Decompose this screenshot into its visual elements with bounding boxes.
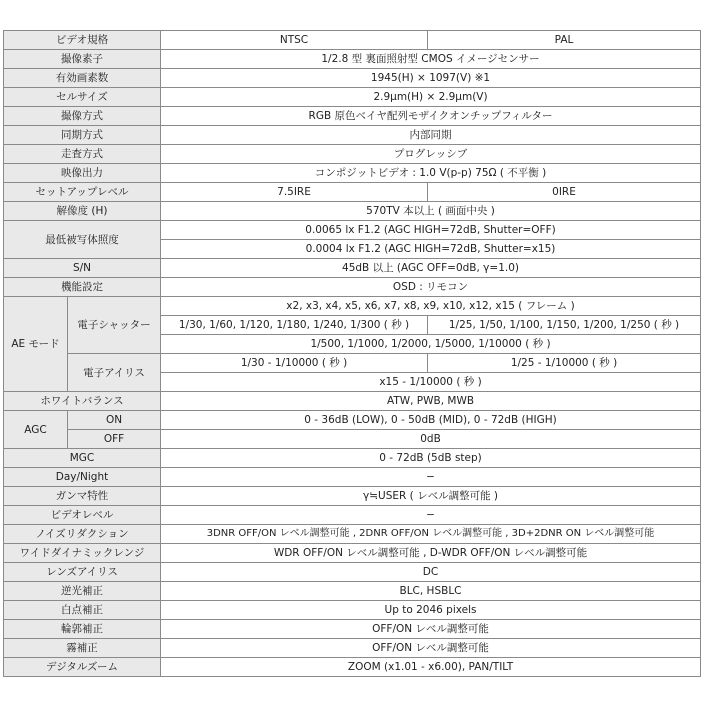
row-video-output <box>4 164 701 183</box>
row-defog <box>4 639 701 658</box>
row-effective-pixels <box>4 69 701 88</box>
label-electronic-shutter: 電子シャッター <box>68 297 161 354</box>
row-ae-shutter-1 <box>4 297 701 316</box>
label-sn: S/N <box>4 259 161 278</box>
value-sync-method: 内部同期 <box>161 126 701 145</box>
row-sync-method <box>4 126 701 145</box>
label-agc-off: OFF <box>68 430 161 449</box>
value-sn: 45dB 以上 (AGC OFF=0dB, γ=1.0) <box>161 259 701 278</box>
value-lens-iris: DC <box>161 563 701 582</box>
label-ae-mode: AE モード <box>4 297 68 392</box>
value-noise-reduction: 3DNR OFF/ON レベル調整可能 , 2DNR OFF/ON レベル調整可能 , 3D+2DNR ON レベル調整可能 <box>161 525 701 544</box>
row-white-balance <box>4 392 701 411</box>
label-backlight: 逆光補正 <box>4 582 161 601</box>
value-day-night: − <box>161 468 701 487</box>
row-sn <box>4 259 701 278</box>
value-scan-method: プログレッシブ <box>161 145 701 164</box>
label-agc: AGC <box>4 411 68 449</box>
value-iris-pal: 1/25 - 1/10000 ( 秒 ) <box>428 354 701 373</box>
value-shutter-pal: 1/25, 1/50, 1/100, 1/150, 1/200, 1/250 ( 秒 ) <box>428 316 701 335</box>
value-min-illumination-1: 0.0065 lx F1.2 (AGC HIGH=72dB, Shutter=OFF) <box>161 221 701 240</box>
row-video-level <box>4 506 701 525</box>
row-mgc <box>4 449 701 468</box>
value-wdr: WDR OFF/ON レベル調整可能 , D-WDR OFF/ON レベル調整可能 <box>161 544 701 563</box>
label-scan-method: 走査方式 <box>4 145 161 164</box>
label-setup-level: セットアップレベル <box>4 183 161 202</box>
value-edge: OFF/ON レベル調整可能 <box>161 620 701 639</box>
label-electronic-iris: 電子アイリス <box>68 354 161 392</box>
row-wdr <box>4 544 701 563</box>
value-effective-pixels: 1945(H) × 1097(V) ※1 <box>161 69 701 88</box>
value-digital-zoom: ZOOM (x1.01 - x6.00), PAN/TILT <box>161 658 701 677</box>
label-gamma: ガンマ特性 <box>4 487 161 506</box>
row-function-setting <box>4 278 701 297</box>
label-cell-size: セルサイズ <box>4 88 161 107</box>
label-agc-on: ON <box>68 411 161 430</box>
value-resolution: 570TV 本以上 ( 画面中央 ) <box>161 202 701 221</box>
label-wdr: ワイドダイナミックレンジ <box>4 544 161 563</box>
row-scan-method <box>4 145 701 164</box>
value-mgc: 0 - 72dB (5dB step) <box>161 449 701 468</box>
value-backlight: BLC, HSBLC <box>161 582 701 601</box>
label-imaging-method: 撮像方式 <box>4 107 161 126</box>
row-agc-on <box>4 411 701 430</box>
value-setup-level-pal: 0IRE <box>428 183 701 202</box>
row-lens-iris <box>4 563 701 582</box>
label-sync-method: 同期方式 <box>4 126 161 145</box>
value-agc-on: 0 - 36dB (LOW), 0 - 50dB (MID), 0 - 72dB (HIGH) <box>161 411 701 430</box>
value-video-output: コンポジットビデオ : 1.0 V(p-p) 75Ω ( 不平衡 ) <box>161 164 701 183</box>
value-shutter-frames: x2, x3, x4, x5, x6, x7, x8, x9, x10, x12, x15 ( フレーム ) <box>161 297 701 316</box>
label-edge: 輪郭補正 <box>4 620 161 639</box>
value-setup-level-ntsc: 7.5IRE <box>161 183 428 202</box>
label-noise-reduction: ノイズリダクション <box>4 525 161 544</box>
value-iris-ntsc: 1/30 - 1/10000 ( 秒 ) <box>161 354 428 373</box>
value-shutter-ntsc: 1/30, 1/60, 1/120, 1/180, 1/240, 1/300 ( 秒 ) <box>161 316 428 335</box>
row-video-standard <box>4 31 701 50</box>
value-cell-size: 2.9μm(H) × 2.9μm(V) <box>161 88 701 107</box>
label-white-spot: 白点補正 <box>4 601 161 620</box>
label-video-standard: ビデオ規格 <box>4 31 161 50</box>
value-function-setting: OSD : リモコン <box>161 278 701 297</box>
row-day-night <box>4 468 701 487</box>
label-function-setting: 機能設定 <box>4 278 161 297</box>
label-white-balance: ホワイトバランス <box>4 392 161 411</box>
row-agc-off <box>4 430 701 449</box>
row-white-spot <box>4 601 701 620</box>
value-imaging-method: RGB 原色ベイヤ配列モザイクオンチップフィルター <box>161 107 701 126</box>
row-imaging-method <box>4 107 701 126</box>
row-resolution <box>4 202 701 221</box>
label-defog: 霧補正 <box>4 639 161 658</box>
row-image-sensor <box>4 50 701 69</box>
row-digital-zoom <box>4 658 701 677</box>
value-white-spot: Up to 2046 pixels <box>161 601 701 620</box>
label-resolution: 解像度 (H) <box>4 202 161 221</box>
value-video-level: − <box>161 506 701 525</box>
row-backlight <box>4 582 701 601</box>
value-white-balance: ATW, PWB, MWB <box>161 392 701 411</box>
label-video-level: ビデオレベル <box>4 506 161 525</box>
value-min-illumination-2: 0.0004 lx F1.2 (AGC HIGH=72dB, Shutter=x15) <box>161 240 701 259</box>
row-cell-size <box>4 88 701 107</box>
value-pal: PAL <box>428 31 701 50</box>
label-image-sensor: 撮像素子 <box>4 50 161 69</box>
spec-table <box>3 30 701 677</box>
label-day-night: Day/Night <box>4 468 161 487</box>
label-video-output: 映像出力 <box>4 164 161 183</box>
label-digital-zoom: デジタルズーム <box>4 658 161 677</box>
label-effective-pixels: 有効画素数 <box>4 69 161 88</box>
row-min-illumination-1 <box>4 221 701 240</box>
value-shutter-common: 1/500, 1/1000, 1/2000, 1/5000, 1/10000 ( 秒 ) <box>161 335 701 354</box>
value-defog: OFF/ON レベル調整可能 <box>161 639 701 658</box>
row-ae-iris-1 <box>4 354 701 373</box>
value-agc-off: 0dB <box>161 430 701 449</box>
value-gamma: γ≒USER ( レベル調整可能 ) <box>161 487 701 506</box>
row-edge <box>4 620 701 639</box>
row-noise-reduction <box>4 525 701 544</box>
label-lens-iris: レンズアイリス <box>4 563 161 582</box>
row-setup-level <box>4 183 701 202</box>
label-min-illumination: 最低被写体照度 <box>4 221 161 259</box>
label-mgc: MGC <box>4 449 161 468</box>
value-iris-common: x15 - 1/10000 ( 秒 ) <box>161 373 701 392</box>
row-gamma <box>4 487 701 506</box>
value-ntsc: NTSC <box>161 31 428 50</box>
value-image-sensor: 1/2.8 型 裏面照射型 CMOS イメージセンサー <box>161 50 701 69</box>
